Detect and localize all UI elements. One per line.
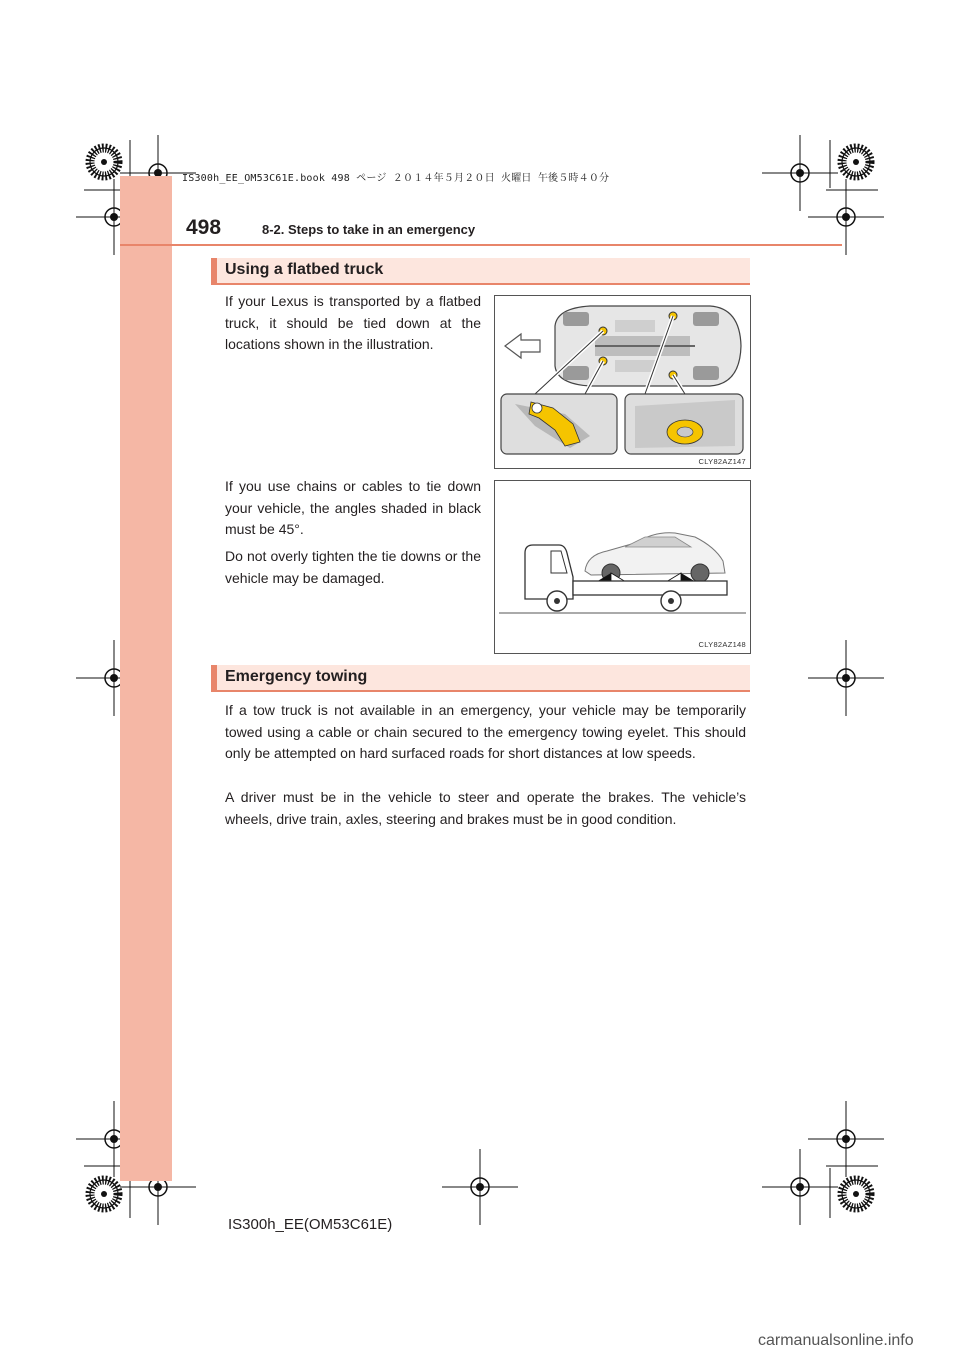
chapter-side-tab	[120, 176, 172, 1181]
section-heading-emergency-towing	[211, 665, 750, 692]
paragraph-driver-requirement: A driver must be in the vehicle to steer and operate the brakes. The vehicle’s wheels, drive train, axles, steering and brakes must be in good condition.	[225, 789, 746, 827]
watermark: carmanualsonline.info	[758, 1332, 914, 1349]
section-heading-flatbed	[211, 258, 750, 285]
page-number: 498	[186, 216, 222, 239]
section-heading-text: Using a flatbed truck	[225, 261, 384, 278]
paragraph-flatbed-intro: If your Lexus is transported by a flatbed truck, it should be tied down at the locations shown in the illustration.	[225, 293, 481, 353]
header-title: 8-2. Steps to take in an emergency	[262, 222, 476, 237]
paragraph-chains-angle: If you use chains or cables to tie down your vehicle, the angles shaded in black must be 45°.	[225, 478, 481, 538]
figure-flatbed-truck	[494, 480, 751, 654]
section-heading-text: Emergency towing	[225, 668, 368, 685]
paragraph-emergency-towing: If a tow truck is not available in an emergency, your vehicle may be temporarily towed using a cable or chain secured to the emergency towing eyelet. This should only be attempted on hard surfaced roads for short distances at low speeds.	[225, 702, 746, 762]
tie-down-illustration	[495, 296, 750, 468]
figure-code: CLY82AZ148	[698, 640, 746, 649]
header-rule	[120, 244, 842, 246]
figure-tie-down-locations	[494, 295, 751, 469]
figure-code: CLY82AZ147	[698, 457, 746, 466]
book-info-line: IS300h_EE_OM53C61E.book 498 ページ ２０１４年５月２０日 火曜日 午後５時４０分	[182, 173, 610, 184]
paragraph-tighten-warning: Do not overly tighten the tie downs or the vehicle may be damaged.	[225, 548, 481, 586]
footer-model-code: IS300h_EE(OM53C61E)	[228, 1216, 393, 1233]
flatbed-truck-illustration	[495, 481, 750, 653]
